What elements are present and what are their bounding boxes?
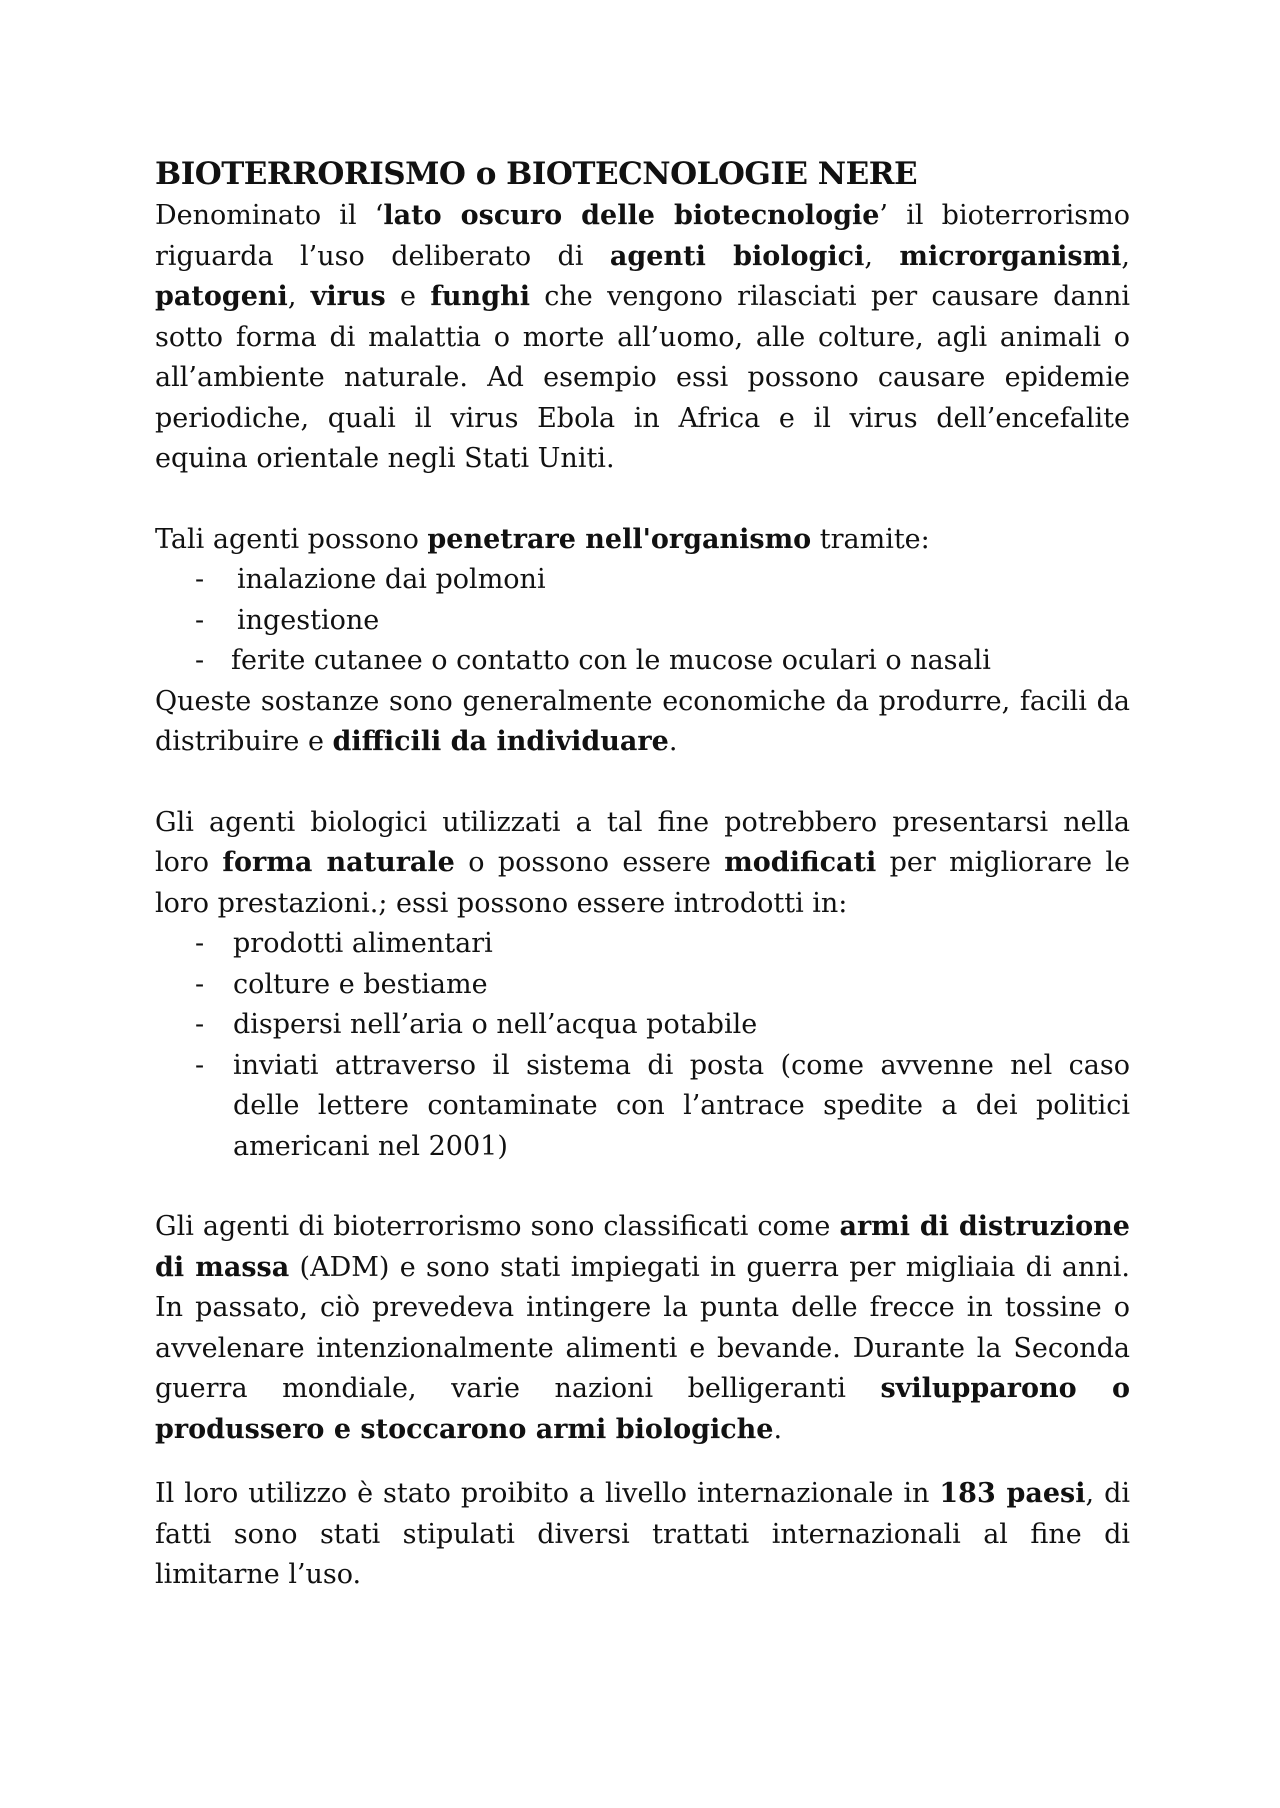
properties-paragraph xyxy=(155,682,1130,763)
list-item: - inviati attraverso il sistema di posta (come avvenne nel caso delle lettere contaminate con l’antrace spedite a dei politici americani nel 2001) xyxy=(195,1046,1130,1168)
bold-run: lato oscuro delle biotecnologie xyxy=(383,200,880,231)
bold-run: svilupparono o produssero e stoccarono armi biologiche xyxy=(155,1373,1130,1445)
bold-run: 183 paesi xyxy=(939,1478,1086,1509)
bold-run: patogeni xyxy=(155,281,288,312)
list-item: - colture e bestiame xyxy=(195,965,1130,1006)
paragraph-gap xyxy=(155,1450,1130,1474)
bold-run: forma naturale xyxy=(222,847,455,878)
bold-run: modificati xyxy=(724,847,877,878)
document-page xyxy=(155,152,1130,1596)
penetration-paragraph xyxy=(155,520,1130,561)
bold-run: microrganismi xyxy=(899,240,1122,272)
text-run: . xyxy=(773,1413,783,1445)
list-item: - ingestione xyxy=(195,601,1130,642)
paragraph-gap xyxy=(155,480,1130,520)
ban-paragraph xyxy=(155,1474,1130,1596)
entry-routes-list xyxy=(155,560,1130,682)
text-run: tramite: xyxy=(811,523,930,555)
text-run: Gli agenti di bioterrorismo sono classificati come xyxy=(155,1211,840,1242)
intro-paragraph xyxy=(155,196,1130,480)
text-run: o possono essere xyxy=(454,847,725,878)
text-run: . xyxy=(668,726,678,757)
text-run: , xyxy=(287,281,311,312)
text-run: Il loro utilizzo è stato proibito a livello internazionale in xyxy=(155,1478,940,1509)
introduction-targets-list xyxy=(155,924,1130,1167)
paragraph-gap xyxy=(155,1167,1130,1207)
paragraph-gap xyxy=(155,763,1130,803)
bold-run: difficili da individuare xyxy=(332,726,669,757)
bold-run: virus xyxy=(310,281,386,312)
text-run: Queste sostanze sono generalmente economiche da produrre, facili da distribuire e xyxy=(155,685,1130,757)
bold-run: agenti biologici xyxy=(609,240,865,272)
weapons-paragraph xyxy=(155,1207,1130,1450)
text-run: che vengono rilasciati per causare danni sotto forma di malattia o morte all’uomo, alle colture, agli animali o all’ambiente naturale. Ad esempio essi possono causare epidemie periodiche, quali il virus Ebola in Africa e il virus dell’encefalite equina orientale negli Stati Uniti. xyxy=(155,281,1130,474)
agents-paragraph xyxy=(155,803,1130,925)
text-run: (ADM) e sono stati impiegati in guerra per migliaia di anni. In passato, ciò prevedeva intingere la punta delle frecce in tossine o avvelenare intenzionalmente alimenti e bevande. Durante la Seconda guerra mondiale, varie nazioni belligeranti xyxy=(155,1251,1130,1404)
text-run: e xyxy=(385,281,431,312)
bold-run: armi di distruzione di massa xyxy=(155,1211,1130,1283)
text-run: , xyxy=(864,240,900,272)
bold-run: penetrare nell'organismo xyxy=(427,523,812,555)
text-run: Gli agenti biologici utilizzati a tal fine potrebbero presentarsi nella loro xyxy=(155,806,1130,878)
text-run: ’ il bioterrorismo riguarda l’uso deliberato di xyxy=(155,200,1130,272)
list-item: - ferite cutanee o contatto con le mucose oculari o nasali xyxy=(195,641,1130,682)
text-run: Denominato il ‘ xyxy=(155,200,384,231)
text-run: Tali agenti possono xyxy=(155,523,428,555)
list-item: - dispersi nell’aria o nell’acqua potabile xyxy=(195,1005,1130,1046)
text-run: , di fatti sono stati stipulati diversi trattati internazionali al fine di limitarne l’uso. xyxy=(155,1478,1130,1590)
text-run: per migliorare le loro prestazioni.; essi possono essere introdotti in: xyxy=(155,847,1131,919)
list-item: - inalazione dai polmoni xyxy=(195,560,1130,601)
list-item: - prodotti alimentari xyxy=(195,924,1130,965)
page-title: BIOTERRORISMO o BIOTECNOLOGIE NERE xyxy=(155,156,918,192)
text-run: , xyxy=(1121,240,1130,272)
bold-run: funghi xyxy=(430,281,530,312)
